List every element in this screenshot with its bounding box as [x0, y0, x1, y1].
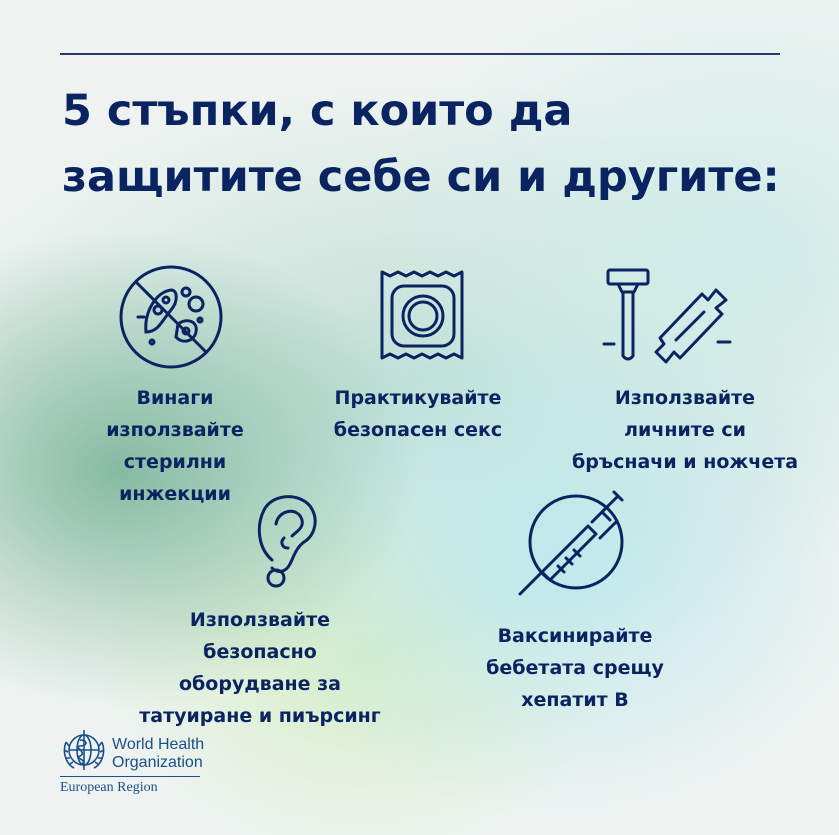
step-label-3: Използвайте личните си бръсначи и ножчета: [571, 387, 799, 473]
syringe-icon: [516, 486, 628, 598]
who-emblem-icon: [60, 728, 108, 774]
region-name: European Region: [60, 780, 158, 795]
logo-divider: [60, 776, 200, 777]
ear-piercing-icon: [254, 490, 320, 594]
no-germs-icon: [116, 262, 226, 372]
who-logo: [60, 728, 205, 795]
top-divider: [60, 53, 780, 55]
step-label-4: Използвайте безопасно оборудване за татуиране и пиърсинг: [139, 609, 381, 727]
razor-blade-icon: [600, 266, 740, 366]
page-title: [62, 78, 822, 210]
step-label-5: Ваксинирайте бебетата срещу хепатит B: [486, 625, 664, 711]
step-label-2: Практикувайте безопасен секс: [333, 387, 503, 441]
step-label-1: Винаги използвайте стерилни инжекции: [106, 387, 244, 505]
title-line-2: защитите себе си и другите:: [62, 152, 780, 202]
title-line-1: 5 стъпки, с които да: [62, 86, 573, 136]
condom-icon: [376, 266, 470, 364]
organization-name: World Health Organization: [112, 736, 205, 771]
